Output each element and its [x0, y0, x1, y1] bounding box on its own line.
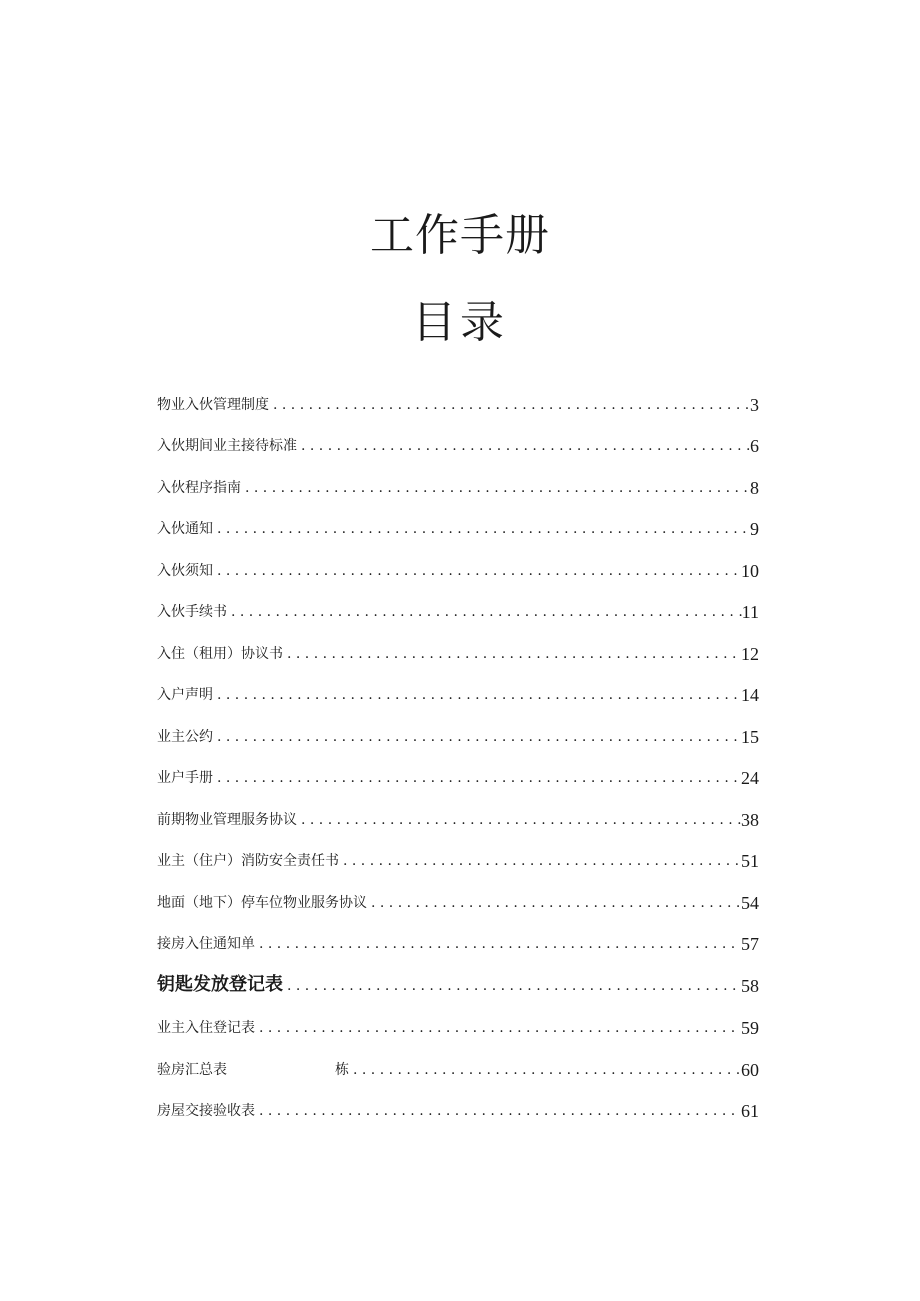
- toc-entry[interactable]: [157, 681, 759, 705]
- toc-entry[interactable]: [157, 640, 759, 664]
- toc-entry-label: 入住（租用）协议书: [157, 646, 283, 662]
- toc-entry-page: 38: [741, 810, 759, 830]
- toc-entry-page: 14: [741, 685, 759, 705]
- toc-heading: 目录: [412, 297, 508, 348]
- toc-entry[interactable]: [157, 764, 759, 788]
- toc-entry-label: 入伙须知: [157, 563, 213, 579]
- toc-entry-page: 15: [741, 727, 759, 747]
- toc-entry-page: 58: [741, 976, 759, 996]
- toc-dot-leader: [213, 561, 741, 581]
- document-title: 工作手册: [370, 210, 550, 261]
- toc-entry-label: 房屋交接验收表: [157, 1103, 255, 1119]
- toc-dot-leader: [255, 1018, 741, 1038]
- toc-dot-leader: [339, 851, 741, 871]
- toc-entry-page: 11: [741, 602, 759, 622]
- toc-dot-leader: [269, 395, 750, 415]
- toc-entry[interactable]: [157, 806, 759, 830]
- toc-dot-leader: [297, 436, 750, 456]
- toc-dot-leader: [213, 685, 741, 705]
- toc-entry[interactable]: [157, 598, 759, 622]
- toc-entry-page: 61: [741, 1101, 759, 1121]
- toc-entry-label-suffix: 栋: [335, 1062, 349, 1078]
- toc-entry-label: 业主入住登记表: [157, 1020, 255, 1036]
- toc-entry-page: 24: [741, 768, 759, 788]
- toc-dot-leader: [367, 893, 741, 913]
- toc-dot-leader: [213, 727, 741, 747]
- toc-entry-page: 60: [741, 1060, 759, 1080]
- toc-entry-label: 业主公约: [157, 729, 213, 745]
- toc-dot-leader: [241, 478, 750, 498]
- toc-entry[interactable]: [157, 515, 759, 539]
- toc-entry-label: 物业入伙管理制度: [157, 397, 269, 413]
- toc-entry-label: 业主（住户）消防安全责任书: [157, 853, 339, 869]
- toc-entry-page: 12: [741, 644, 759, 664]
- toc-entry[interactable]: [157, 1014, 759, 1038]
- toc-entry-label: 钥匙发放登记表: [157, 974, 283, 995]
- toc-entry-label: 接房入住通知单: [157, 936, 255, 952]
- toc-dot-leader: [283, 976, 741, 996]
- toc-entry-page: 9: [750, 519, 759, 539]
- toc-dot-leader: [227, 602, 742, 622]
- toc-dot-leader: [255, 1101, 741, 1121]
- toc-entry[interactable]: [157, 930, 759, 954]
- toc-entry[interactable]: [157, 557, 759, 581]
- toc-entry[interactable]: [157, 972, 759, 996]
- toc-dot-leader: [213, 519, 750, 539]
- toc-entry-page: 3: [750, 395, 759, 415]
- toc-dot-leader: [349, 1060, 741, 1080]
- toc-entry[interactable]: [157, 432, 759, 456]
- toc-entry-label: 业户手册: [157, 770, 213, 786]
- toc-entry-label: 入伙手续书: [157, 604, 227, 620]
- toc-entry[interactable]: [157, 723, 759, 747]
- toc-entry-label: [157, 1060, 349, 1080]
- toc-entry[interactable]: [157, 847, 759, 871]
- toc-entry-page: 57: [741, 934, 759, 954]
- toc-entry-label: 入伙通知: [157, 521, 213, 537]
- toc-dot-leader: [297, 810, 741, 830]
- toc-entry[interactable]: [157, 1097, 759, 1121]
- toc-entry-label: 入户声明: [157, 687, 213, 703]
- toc-entry-label: 入伙程序指南: [157, 480, 241, 496]
- toc-entry[interactable]: [157, 474, 759, 498]
- toc-entry-page: 59: [741, 1018, 759, 1038]
- toc-entry-page: 8: [750, 478, 759, 498]
- toc-entry-page: 6: [750, 436, 759, 456]
- toc-dot-leader: [213, 768, 741, 788]
- toc-dot-leader: [255, 934, 741, 954]
- toc-entry[interactable]: [157, 889, 759, 913]
- toc-entry-label-main: 验房汇总表: [157, 1062, 227, 1078]
- toc-entry-page: 10: [741, 561, 759, 581]
- toc-entry-page: 54: [741, 893, 759, 913]
- toc-entry[interactable]: [157, 1056, 759, 1080]
- toc-entry[interactable]: [157, 391, 759, 415]
- toc-entry-label: 入伙期间业主接待标准: [157, 438, 297, 454]
- toc-entry-label: 前期物业管理服务协议: [157, 812, 297, 828]
- toc-dot-leader: [283, 644, 741, 664]
- toc-entry-label: 地面（地下）停车位物业服务协议: [157, 895, 367, 911]
- toc-entry-page: 51: [741, 851, 759, 871]
